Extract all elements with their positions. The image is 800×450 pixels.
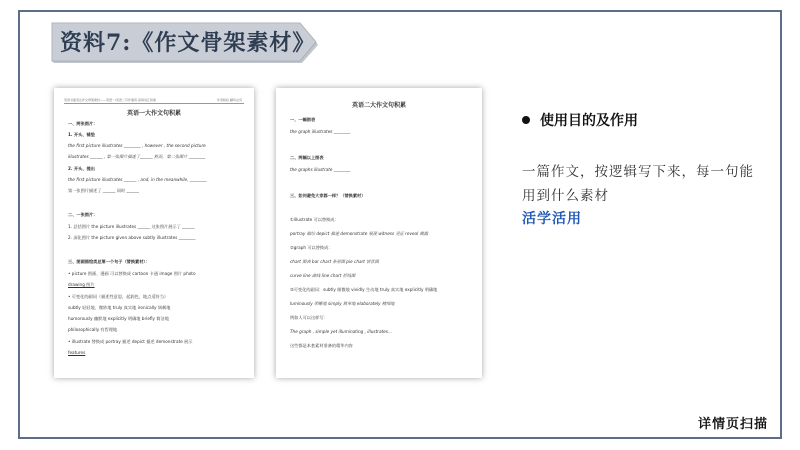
doc1-line: 一、两张图片： <box>68 121 98 126</box>
doc2-line: chart 图表 bar chart 条形图 pie chart 饼状图 <box>290 259 379 264</box>
doc1-line: • 可变化的副词（描述性意思，起润色，地点适符当） <box>68 294 169 299</box>
doc2-line: the graph illustrates ________ <box>290 129 351 134</box>
doc1-line: 2. 深化图片 the picture given above subtly illustrates ________ <box>68 235 196 240</box>
doc1-line: • illustrate 替换成 portray 描述 depict 描述 demonstrate 展示 <box>68 339 193 344</box>
doc1-line: the first picture illustrates ______ , and, in the meanwhile, ________ <box>68 177 207 182</box>
doc2-line: 三、如何避免大家都一样？（替换素材） <box>290 193 366 198</box>
highlight-text: 活学活用 <box>522 211 582 227</box>
bullet-icon <box>522 116 530 124</box>
usage-heading <box>522 110 638 130</box>
doc2-title: 英语二大作文句积累 <box>351 102 406 109</box>
doc1-line: drawing 图片 <box>68 282 95 287</box>
doc1-header-rule <box>64 103 244 104</box>
doc1-line: humorously 幽默地 explicitly 明确地 briefly 简洁地 <box>68 316 169 321</box>
doc1-line: 1. 开头、铺垫 <box>68 132 95 137</box>
usage-description: 一篇作文，按逻辑写下来，每一句能用到什么素材 <box>522 164 754 204</box>
doc1-line: subtly 轻轻地、微妙地 truly 真实地 ironically 讽刺地 <box>68 305 171 310</box>
doc2-line: ②graph 可以替换成： <box>290 245 333 250</box>
doc2-line: ③可变化的副词：subtly 细微地 vividly 生动地 truly 真实地 explicitly 明确地 <box>290 287 438 292</box>
doc1-line: 二、一张图片： <box>68 212 98 217</box>
doc2-line: 例如人可以这样写： <box>290 315 328 320</box>
title-banner <box>50 21 318 63</box>
doc1-line: features <box>68 350 86 355</box>
doc1-header-right: 作者版权 翻印必究 <box>217 98 242 102</box>
doc2-line: curve line 曲线 line chart 折线图 <box>290 273 356 278</box>
doc1-line: 1. 总括图片 the picture illustrates ______ 这张图片展示了 ______ <box>68 224 195 229</box>
footer-caption: 详情页扫描 <box>697 417 768 432</box>
doc2-line: ①illustrate 可以替换成： <box>290 217 339 222</box>
document-page-1 <box>54 88 254 378</box>
usage-heading-label: 使用目的及作用 <box>540 113 638 129</box>
page-title: 资料7:《作文骨架素材》 <box>60 30 316 56</box>
doc1-line: 第一张图片描述了 ______ 同时 ______ <box>68 188 139 193</box>
doc1-line: illustrates ______ , 第一张图片描述了______ 然而，第二张图片 ________ <box>68 154 206 159</box>
doc2-line: luminously 明晰地 simply 简单地 elaborately 精细地 <box>290 301 395 306</box>
doc1-line: philosophically 有哲理地 <box>68 327 118 332</box>
document-page-2 <box>276 88 482 378</box>
doc2-line: portray 描绘 depict 描述 demonstrate 展现 witness 见证 reveal 揭露 <box>290 231 428 236</box>
doc1-line: 2. 开头、提出 <box>68 166 95 171</box>
doc2-line: 这些都是本套素材准备的精华内容 <box>290 343 353 348</box>
doc1-line: 三、图画描绘类总第一个句子（替换素材）： <box>68 259 150 264</box>
doc1-header-left: 英语书面表达作文骨架素材——英语一/英语二写作通用·高频词汇积累 <box>64 98 156 102</box>
doc1-title: 英语一大作文句积累 <box>126 110 181 117</box>
doc1-line: the first picture illustrates ________ , however , the second picture <box>68 143 206 148</box>
doc2-line: 一、一幅图表 <box>290 117 316 122</box>
doc2-line: 二、两幅以上图表 <box>290 155 324 160</box>
doc1-line: • picture 图画、漫画 可以替换成 cartoon 卡通 image 图片 photo <box>68 271 196 276</box>
doc2-line: The graph , simple yet illuminating , illustrates... <box>290 329 392 334</box>
doc2-line: the graphs illustrate ________ <box>290 167 351 172</box>
